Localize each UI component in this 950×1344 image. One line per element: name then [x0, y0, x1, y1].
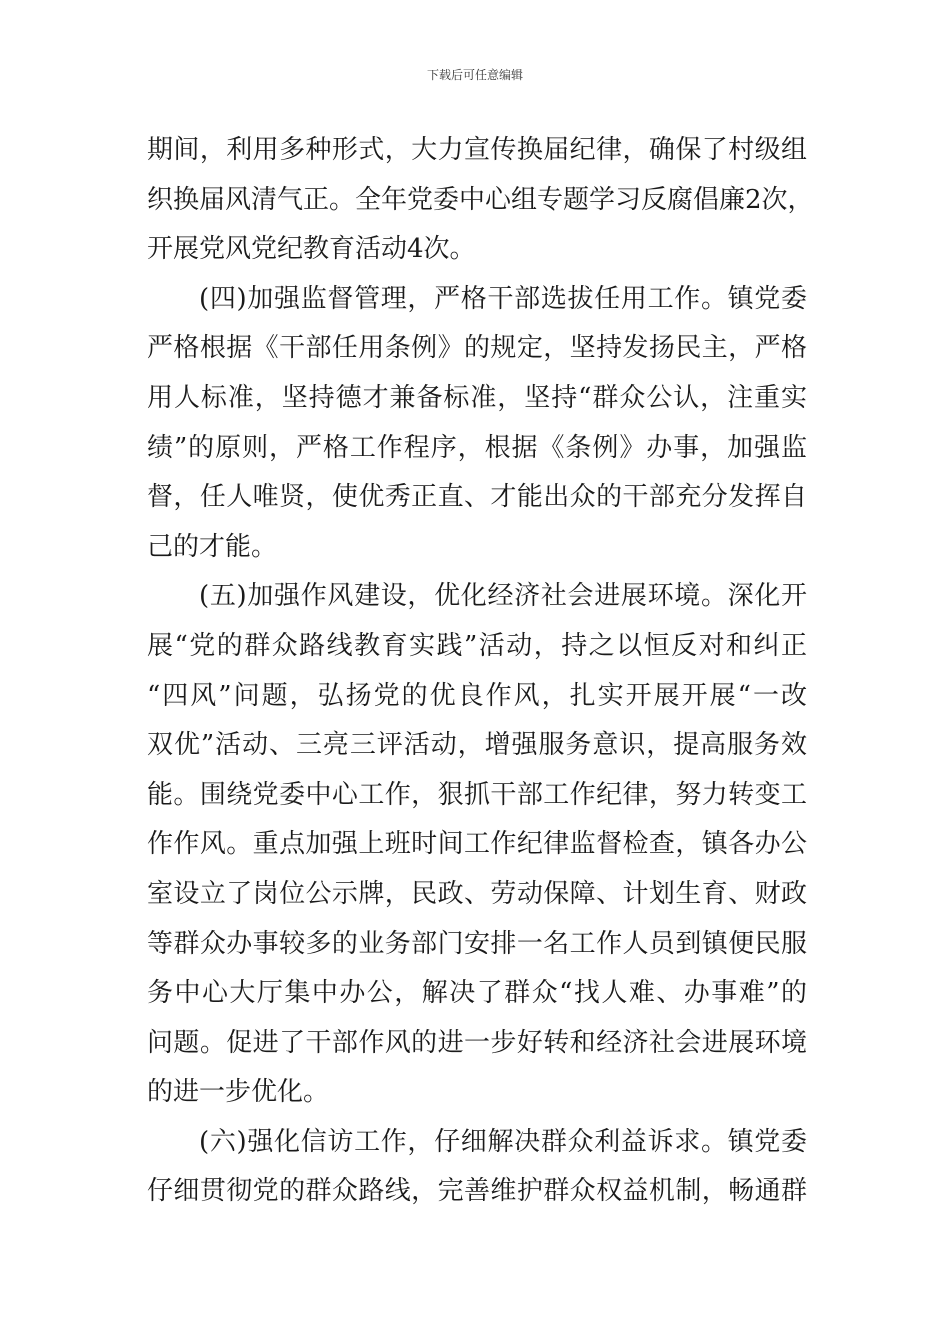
text-line: 作作风。重点加强上班时间工作纪律监督检查，镇各办公: [147, 829, 807, 860]
text-line: 务中心大厅集中办公，解决了群众“找人难、办事难”的: [147, 978, 807, 1009]
paragraph: [147, 275, 807, 573]
text-line: 严格根据《干部任用条例》的规定，坚持发扬民主，严格: [147, 333, 807, 364]
paragraph: [147, 1118, 807, 1217]
text-line: 绩”的原则，严格工作程序，根据《条例》办事，加强监: [147, 432, 807, 463]
text-line: (六)强化信访工作，仔细解决群众利益诉求。镇党委: [199, 1126, 807, 1157]
document-body: [147, 126, 814, 1217]
text-line: 问题。促进了干部作风的进一步好转和经济社会进展环境: [147, 1027, 807, 1058]
text-line: 的进一步优化。: [147, 1077, 330, 1108]
text-line: 室设立了岗位公示牌，民政、劳动保障、计划生育、财政: [147, 878, 807, 909]
paragraph: [147, 126, 814, 275]
text-line: 织换届风清气正。全年党委中心组专题学习反腐倡廉2次，: [147, 184, 814, 215]
text-line: “四风”问题，弘扬党的优良作风，扎实开展开展“一改: [147, 680, 807, 711]
text-line: (五)加强作风建设，优化经济社会进展环境。深化开: [199, 581, 807, 612]
text-line: 用人标准，坚持德才兼备标准，坚持“群众公认，注重实: [147, 382, 807, 413]
text-line: 督，任人唯贤，使优秀正直、才能出众的干部充分发挥自: [147, 482, 807, 513]
text-line: 期间，利用多种形式，大力宣传换届纪律，确保了村级组: [147, 135, 807, 165]
text-line: 展“党的群众路线教育实践”活动，持之以恒反对和纠正: [147, 630, 807, 661]
text-line: 开展党风党纪教育活动4次。: [147, 234, 476, 265]
page-header: 下载后可任意编辑: [426, 68, 523, 82]
text-line: 能。围绕党委中心工作，狠抓干部工作纪律，努力转变工: [147, 779, 807, 810]
text-line: 己的才能。: [147, 531, 278, 562]
text-line: 仔细贯彻党的群众路线，完善维护群众权益机制，畅通群: [147, 1176, 807, 1207]
text-line: (四)加强监督管理，严格干部选拔任用工作。镇党委: [199, 283, 807, 314]
text-line: 等群众办事较多的业务部门安排一名工作人员到镇便民服: [147, 928, 807, 959]
paragraph: [147, 572, 807, 1118]
text-line: 双优”活动、三亮三评活动，增强服务意识，提高服务效: [147, 730, 807, 761]
